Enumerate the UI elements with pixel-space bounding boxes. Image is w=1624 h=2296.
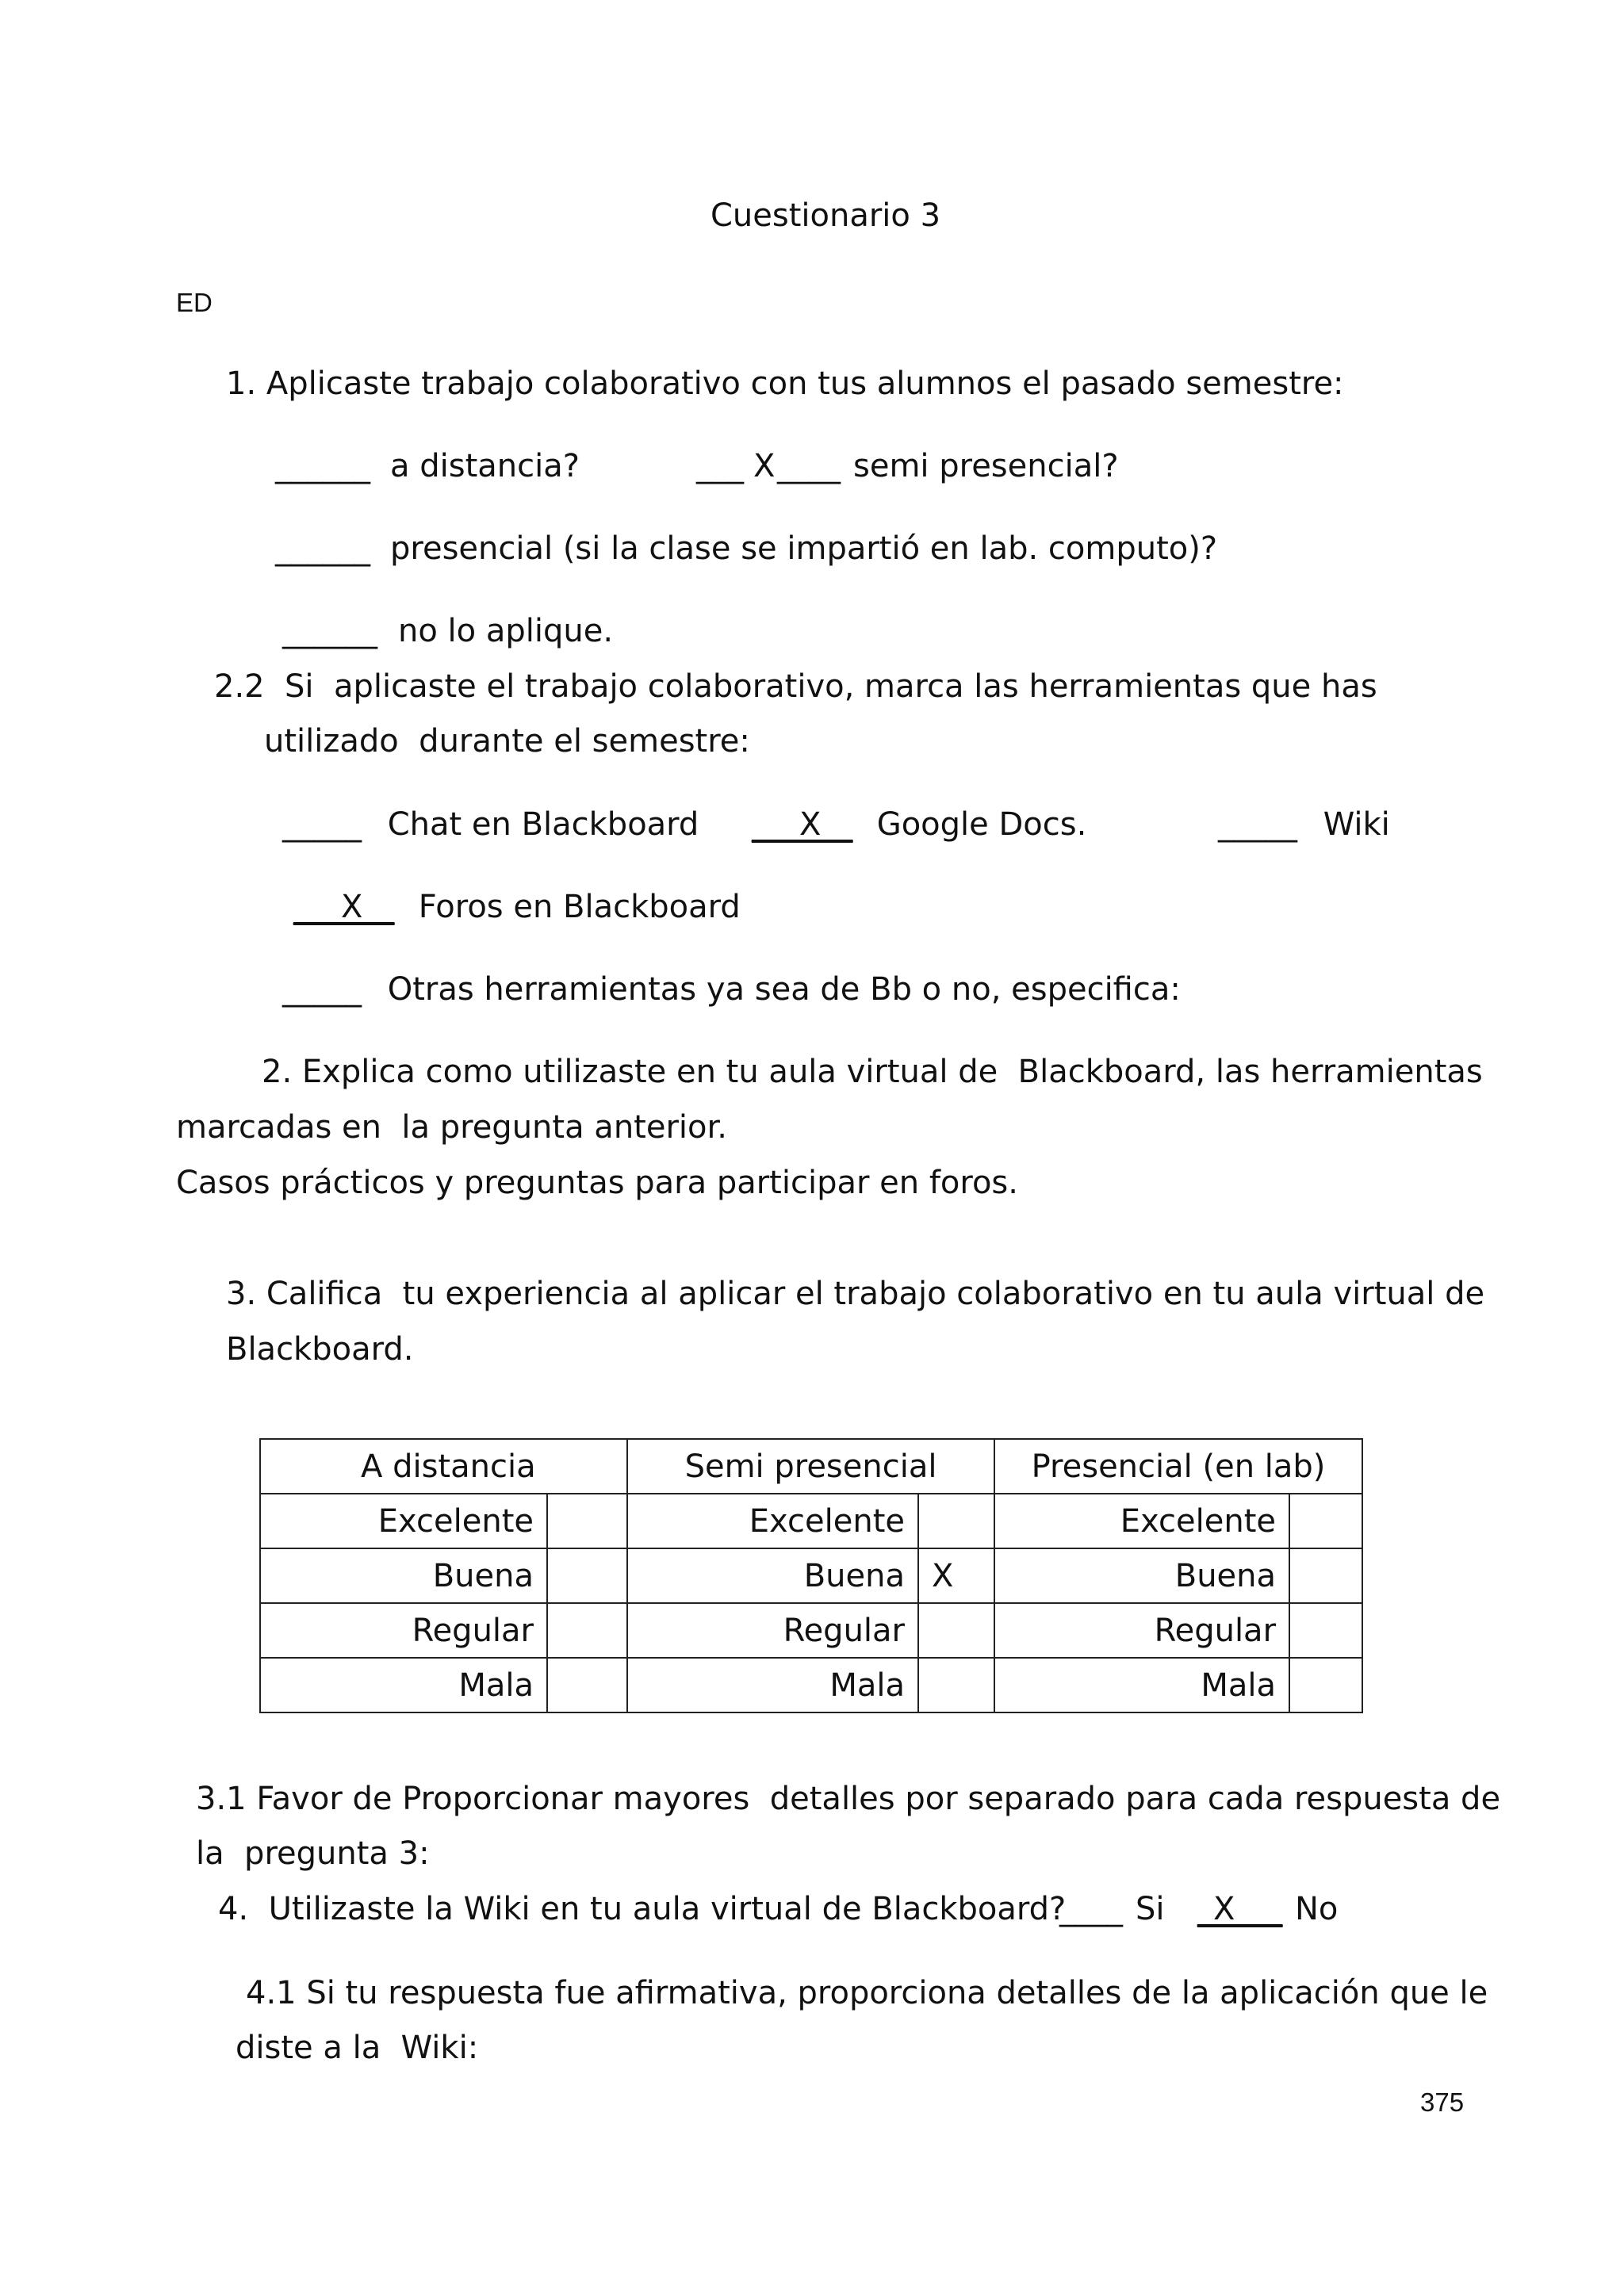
rating-label: Mala	[260, 1658, 547, 1712]
option-label: Foros en Blackboard	[408, 889, 741, 925]
rating-mark-cell	[1289, 1603, 1362, 1658]
answer-blank: _____	[1218, 806, 1297, 843]
option-label: presencial (si la clase se impartió en lab. computo)?	[390, 530, 1218, 567]
option-label: semi presencial?	[853, 448, 1119, 484]
rating-mark-cell	[547, 1548, 627, 1603]
answer-mark: _X___	[1197, 1891, 1283, 1927]
answer-blank: ____	[777, 448, 841, 484]
rating-mark-cell	[918, 1603, 994, 1658]
answer-blank: ___	[696, 448, 744, 484]
answer-blank: ______	[275, 530, 370, 567]
option-label: Wiki	[1313, 806, 1390, 843]
option-label: Google Docs.	[867, 806, 1087, 843]
question-3-1-text: 3.1 Favor de Proporcionar mayores detalles por separado para cada respuesta de	[196, 1781, 1501, 1817]
rating-mark-cell	[547, 1494, 627, 1548]
question-2-text: 2. Explica como utilizaste en tu aula virtual de Blackboard, las herramientas	[262, 1054, 1483, 1090]
rating-mark-cell	[547, 1658, 627, 1712]
rating-mark-cell	[1289, 1494, 1362, 1548]
rating-row-mala	[260, 1658, 1362, 1712]
question-4-1-text-cont: diste a la Wiki:	[236, 2030, 479, 2066]
question-4-1-text: 4.1 Si tu respuesta fue afirmativa, proporciona detalles de la aplicación que le	[246, 1975, 1488, 2011]
rating-label: Buena	[627, 1548, 918, 1603]
rating-label: Excelente	[994, 1494, 1289, 1548]
answer-blank: ______	[275, 448, 370, 484]
rating-label: Mala	[627, 1658, 918, 1712]
answer-mark: ___X__	[752, 806, 853, 843]
column-header-semi: Semi presencial	[627, 1439, 994, 1494]
question-3-text: 3. Califica tu experiencia al aplicar el trabajo colaborativo en tu aula virtual de	[226, 1276, 1485, 1312]
answer-blank: ______	[282, 613, 377, 649]
column-header-distancia: A distancia	[260, 1439, 627, 1494]
rating-row-regular	[260, 1603, 1362, 1658]
question-2-answer: Casos prácticos y preguntas para participar en foros.	[176, 1165, 1018, 1201]
option-label: Otras herramientas ya sea de Bb o no, especifica:	[377, 971, 1181, 1008]
rating-mark-cell	[1289, 1548, 1362, 1603]
question-2-text-cont: marcadas en la pregunta anterior.	[176, 1109, 727, 1146]
answer-blank: _____	[282, 971, 362, 1008]
question-3-1-text-cont: la pregunta 3:	[196, 1835, 430, 1872]
page-title: Cuestionario 3	[710, 197, 941, 234]
rating-mark-cell: X	[918, 1548, 994, 1603]
rating-label: Excelente	[627, 1494, 918, 1548]
answer-blank: _____	[282, 806, 362, 843]
option-label: Chat en Blackboard	[377, 806, 699, 843]
question-1-text: 1. Aplicaste trabajo colaborativo con tus alumnos el pasado semestre:	[226, 365, 1344, 402]
rating-label: Mala	[994, 1658, 1289, 1712]
rating-label: Buena	[260, 1548, 547, 1603]
rating-label: Buena	[994, 1548, 1289, 1603]
question-2-2-text-cont: utilizado durante el semestre:	[264, 723, 750, 760]
question-4-text: 4. Utilizaste la Wiki en tu aula virtual de Blackboard?	[218, 1891, 1067, 1927]
rating-label: Excelente	[260, 1494, 547, 1548]
rating-label: Regular	[260, 1603, 547, 1658]
option-label-si: Si	[1136, 1891, 1165, 1927]
answer-blank: ____	[1059, 1891, 1123, 1927]
rating-table	[259, 1438, 1363, 1713]
column-header-presencial: Presencial (en lab)	[994, 1439, 1362, 1494]
rating-row-buena	[260, 1548, 1362, 1603]
question-3-text-cont: Blackboard.	[226, 1331, 414, 1368]
rating-table-header-row	[260, 1439, 1362, 1494]
rating-label: Regular	[994, 1603, 1289, 1658]
rating-label: Regular	[627, 1603, 918, 1658]
question-2-2-text: 2.2 Si aplicaste el trabajo colaborativo, marca las herramientas que has	[214, 668, 1377, 705]
rating-mark-cell	[1289, 1658, 1362, 1712]
option-label: a distancia?	[390, 448, 580, 484]
answer-mark: ___X__	[293, 889, 395, 925]
option-label: no lo aplique.	[398, 613, 614, 649]
answer-mark: X	[753, 448, 776, 484]
rating-mark-cell	[547, 1603, 627, 1658]
rating-mark-cell	[918, 1658, 994, 1712]
option-label-no: No	[1295, 1891, 1339, 1927]
document-code: ED	[176, 288, 213, 317]
page-number: 375	[1420, 2087, 1465, 2117]
rating-mark-cell	[918, 1494, 994, 1548]
rating-row-excelente	[260, 1494, 1362, 1548]
